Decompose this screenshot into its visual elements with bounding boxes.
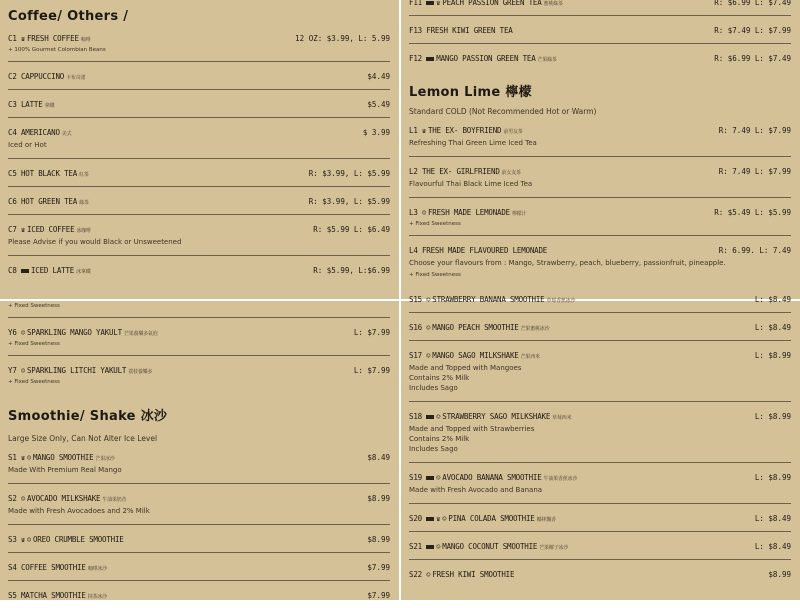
item-code: C7	[8, 225, 21, 234]
menu-panel-top-right	[401, 0, 800, 299]
item-title: PEACH PASSION GREEN TEA	[442, 0, 542, 7]
menu-item-name	[8, 266, 91, 275]
item-chinese-name: 蜜桃綠茶	[543, 1, 563, 7]
item-title: MANGO PASSION GREEN TEA	[436, 54, 536, 63]
item-title: HOT BLACK TEA	[20, 169, 78, 178]
menu-item-list	[8, 24, 390, 283]
menu-item-name	[409, 473, 577, 482]
smiley-icon: ☺	[436, 413, 441, 421]
menu-item[interactable]	[8, 318, 390, 356]
menu-item[interactable]	[8, 118, 390, 159]
menu-item-name	[409, 54, 557, 63]
menu-item-row	[8, 100, 390, 109]
section-title: Lemon Lime 檸檬	[409, 85, 532, 100]
menu-item-list	[409, 116, 791, 286]
smiley-icon: ☺	[26, 454, 31, 462]
tag-icon	[426, 476, 434, 480]
item-code: F11	[409, 0, 427, 7]
item-price: L: $8.49	[754, 295, 791, 304]
menu-item-list	[8, 318, 390, 393]
section-subtitle: Standard COLD (Not Recommended Hot or Warm)	[409, 107, 597, 116]
menu-item-name	[8, 100, 54, 109]
item-description: Includes Sago	[409, 384, 458, 392]
item-chinese-name: 芒果綠茶	[537, 57, 557, 63]
menu-item[interactable]	[409, 157, 791, 198]
menu-item-name	[8, 225, 91, 234]
item-chinese-name: 咖啡冰沙	[87, 566, 107, 572]
smiley-icon: ☺	[442, 515, 447, 523]
menu-item-name	[8, 197, 89, 206]
item-title: FRESH KIWI GREEN TEA	[426, 26, 513, 35]
menu-item[interactable]	[409, 313, 791, 341]
item-description: Includes Sago	[409, 445, 458, 453]
menu-item-name	[409, 246, 547, 255]
menu-item[interactable]	[409, 341, 791, 402]
menu-item-row	[409, 246, 791, 255]
item-code: C5	[8, 169, 21, 178]
menu-item-name	[409, 167, 521, 176]
smoothie-shake-section	[8, 297, 390, 608]
item-price: 12 OZ: $3.99, L: 5.99	[295, 34, 390, 43]
menu-item[interactable]	[8, 90, 390, 118]
menu-item-row	[409, 0, 791, 7]
item-title: COFFEE SMOOTHIE	[20, 563, 86, 572]
item-description: Flavourful Thai Black Lime Iced Tea	[409, 180, 533, 188]
item-code: S20	[409, 514, 427, 523]
item-chinese-name: 芒果西米	[520, 354, 540, 360]
smiley-icon: ☺	[426, 324, 431, 332]
item-code: C4	[8, 128, 21, 137]
item-note: + Fixed Sweetness	[8, 379, 60, 385]
item-title: FRESH KIWI SMOOTHIE	[432, 570, 515, 579]
menu-item-row	[409, 473, 791, 482]
item-code: S18	[409, 412, 427, 421]
item-code: C2	[8, 72, 21, 81]
item-code: L2	[409, 167, 422, 176]
item-price: R: $5.99 L: $6.49	[313, 225, 390, 234]
item-description: Made and Topped with Strawberries	[409, 425, 535, 433]
smiley-icon: ☺	[436, 543, 441, 551]
menu-item[interactable]	[409, 285, 791, 313]
item-code: S4	[8, 563, 21, 572]
menu-item[interactable]	[8, 24, 390, 62]
smiley-icon: ☺	[20, 495, 25, 503]
menu-item[interactable]	[409, 236, 791, 286]
menu-item-name	[409, 514, 556, 523]
menu-item-name	[409, 295, 575, 304]
item-description: Contains 2% Milk	[409, 435, 470, 443]
crown-icon: ♛	[20, 35, 25, 43]
menu-item[interactable]	[8, 525, 390, 553]
item-price: R: $6.99 L: $7.49	[714, 0, 791, 7]
item-chinese-name: 牛油果香蕉冰沙	[543, 476, 578, 482]
item-title: OREO CRUMBLE SMOOTHIE	[32, 535, 124, 544]
item-price: R: $6.99 L: $7.49	[714, 54, 791, 63]
item-code: Y6	[8, 328, 21, 337]
item-description: Choose your flavours from : Mango, Strawberry, peach, blueberry, passionfruit, pineapple.	[409, 259, 726, 267]
menu-item[interactable]	[409, 560, 791, 587]
menu-item-list	[409, 0, 791, 71]
menu-item[interactable]	[8, 581, 390, 608]
menu-item-name	[8, 591, 107, 600]
item-chinese-name: 芒果養樂多氣泡	[123, 331, 158, 337]
menu-item-name	[8, 366, 152, 375]
crown-icon: ♛	[436, 0, 441, 7]
item-title: AVOCADO MILKSHAKE	[26, 494, 101, 503]
menu-item-name	[8, 72, 85, 81]
item-description: Made with Fresh Avocado and Banana	[409, 486, 543, 494]
menu-item-row	[8, 225, 390, 234]
item-note: + Fixed Sweetness	[409, 272, 461, 278]
smiley-icon: ☺	[20, 329, 25, 337]
menu-item-row	[8, 34, 390, 43]
item-price: $8.49	[367, 453, 390, 462]
item-price: $8.99	[367, 535, 390, 544]
item-code: S1	[8, 453, 21, 462]
menu-item-name	[8, 128, 71, 137]
menu-item[interactable]	[409, 116, 791, 157]
item-chinese-name: 芒果蜜桃冰沙	[520, 326, 550, 332]
tag-icon	[426, 57, 434, 61]
menu-item-row	[8, 535, 390, 544]
menu-item-row	[409, 208, 791, 217]
item-chinese-name: 芒果冰沙	[95, 456, 115, 462]
item-chinese-name: 抹茶冰沙	[87, 594, 107, 600]
menu-item[interactable]	[8, 356, 390, 393]
item-price: L: $8.49	[754, 542, 791, 551]
smiley-icon: ☺	[26, 536, 31, 544]
menu-item-row	[409, 570, 791, 579]
menu-item-row	[409, 412, 791, 421]
smoothie-list-section	[409, 285, 791, 587]
item-title: STRAWBERRY SAGO MILKSHAKE	[442, 412, 551, 421]
menu-item[interactable]	[409, 402, 791, 463]
item-note: + Fixed Sweetness	[8, 303, 390, 318]
item-price: R: $3.99, L: $5.99	[308, 197, 390, 206]
item-price: L: $8.99	[754, 412, 791, 421]
menu-item[interactable]	[8, 443, 390, 484]
menu-item[interactable]	[409, 0, 791, 16]
menu-item-row	[409, 514, 791, 523]
smiley-icon: ☺	[426, 352, 431, 360]
item-description: Iced or Hot	[8, 141, 47, 149]
item-description: Made With Premium Real Mango	[8, 466, 122, 474]
item-code: S15	[409, 295, 427, 304]
item-title: STRAWBERRY BANANA SMOOTHIE	[432, 295, 545, 304]
tag-icon	[21, 269, 29, 273]
menu-item-name	[409, 542, 568, 551]
menu-item-row	[8, 453, 390, 462]
item-chinese-name: 拿鐵	[44, 103, 55, 109]
menu-item-name	[8, 494, 126, 503]
item-code: F13	[409, 26, 427, 35]
item-title: MANGO SAGO MILKSHAKE	[432, 351, 519, 360]
menu-item-list	[409, 285, 791, 587]
item-title: MANGO COCONUT SMOOTHIE	[442, 542, 538, 551]
item-chinese-name: 咖啡	[80, 37, 91, 43]
item-code: Y7	[8, 366, 21, 375]
item-chinese-name: 冰咖啡	[76, 228, 91, 234]
item-title: MANGO PEACH SMOOTHIE	[432, 323, 519, 332]
menu-item-row	[8, 169, 390, 178]
menu-item[interactable]	[409, 198, 791, 236]
menu-item-name	[8, 535, 124, 544]
item-code: L4	[409, 246, 422, 255]
item-price: $8.99	[768, 570, 791, 579]
section-title: Smoothie/ Shake 冰沙	[8, 409, 168, 424]
menu-item-row	[409, 54, 791, 63]
item-price: L: $8.99	[754, 351, 791, 360]
item-title: FRESH MADE LEMONADE	[427, 208, 510, 217]
menu-item[interactable]	[8, 62, 390, 90]
item-code: S16	[409, 323, 427, 332]
menu-item-row	[409, 167, 791, 176]
crown-icon: ♛	[20, 454, 25, 462]
item-price: L: $8.49	[754, 323, 791, 332]
item-title: SPARKLING LITCHI YAKULT	[26, 366, 127, 375]
coffee-others-section	[8, 0, 390, 283]
menu-item[interactable]	[8, 159, 390, 187]
item-title: MATCHA SMOOTHIE	[20, 591, 86, 600]
item-title: AMERICANO	[20, 128, 60, 137]
item-description: Made with Fresh Avocadoes and 2% Milk	[8, 507, 150, 515]
menu-item-row	[409, 323, 791, 332]
item-price: $ 3.99	[362, 128, 390, 137]
item-chinese-name: 紅茶	[79, 172, 89, 178]
item-title: ICED LATTE	[30, 266, 75, 275]
menu-item-name	[8, 34, 90, 43]
menu-item[interactable]	[8, 484, 390, 525]
item-code: S2	[8, 494, 21, 503]
item-chinese-name: 冰拿鐵	[76, 269, 91, 275]
item-code: C1	[8, 34, 21, 43]
item-price: R: 6.99. L: 7.49	[718, 246, 791, 255]
item-code: C8	[8, 266, 21, 275]
menu-item-name	[409, 26, 513, 35]
item-price: $7.99	[367, 591, 390, 600]
menu-item-name	[409, 570, 514, 579]
menu-panel-top-left	[0, 0, 399, 299]
item-chinese-name: 牛油果奶昔	[102, 497, 127, 503]
crown-icon: ♛	[436, 515, 441, 523]
section-subtitle: Large Size Only, Can Not Alter Ice Level	[8, 434, 158, 443]
item-description: Contains 2% Milk	[409, 374, 470, 382]
menu-item-row	[8, 563, 390, 572]
menu-panel-bottom-left	[0, 301, 399, 600]
item-price: L: $8.49	[754, 514, 791, 523]
item-chinese-name: 綠茶	[79, 200, 89, 206]
menu-item[interactable]	[409, 16, 791, 44]
item-price: R: 7.49 L: $7.99	[718, 126, 791, 135]
menu-item-name	[409, 126, 523, 135]
item-price: R: $3.99, L: $5.99	[308, 169, 390, 178]
crown-icon: ♛	[20, 536, 25, 544]
item-title: FRESH MADE FLAVOURED LEMONADE	[421, 246, 548, 255]
menu-item[interactable]	[8, 553, 390, 581]
menu-item[interactable]	[409, 463, 791, 504]
menu-item-row	[409, 351, 791, 360]
item-code: S19	[409, 473, 427, 482]
tag-icon	[426, 517, 434, 521]
item-title: ICED COFFEE	[26, 225, 75, 234]
section-title: Coffee/ Others /	[8, 9, 129, 24]
menu-item[interactable]	[8, 256, 390, 283]
menu-item-name	[8, 453, 115, 462]
item-code: S5	[8, 591, 21, 600]
item-code: F12	[409, 54, 427, 63]
item-description: Refreshing Thai Green Lime Iced Tea	[409, 139, 537, 147]
smiley-icon: ☺	[436, 474, 441, 482]
menu-item-name	[409, 351, 540, 360]
item-title: FRESH COFFEE	[26, 34, 79, 43]
item-chinese-name: 芒果椰子冰沙	[539, 545, 569, 551]
tag-icon	[426, 415, 434, 419]
menu-item-name	[409, 412, 571, 421]
smiley-icon: ☺	[20, 367, 25, 375]
item-chinese-name: 草莓香蕉冰沙	[546, 298, 576, 304]
item-price: L: $7.99	[353, 366, 390, 375]
menu-item[interactable]	[409, 532, 791, 560]
item-code: S21	[409, 542, 427, 551]
crown-icon: ♛	[20, 226, 25, 234]
tag-icon	[426, 1, 434, 5]
item-chinese-name: 檸檬汁	[511, 211, 527, 217]
item-price: $8.99	[367, 494, 390, 503]
menu-item-row	[8, 72, 390, 81]
item-title: THE EX- BOYFRIEND	[427, 126, 502, 135]
menu-item[interactable]	[8, 187, 390, 215]
menu-item-name	[8, 169, 89, 178]
item-code: L1	[409, 126, 422, 135]
item-note: + Fixed Sweetness	[409, 221, 461, 227]
item-chinese-name: 荔枝養樂多	[128, 369, 153, 375]
menu-item-row	[8, 328, 390, 337]
item-price: $5.49	[367, 100, 390, 109]
item-price: L: $8.99	[754, 473, 791, 482]
item-chinese-name: 草莓西米	[552, 415, 572, 421]
menu-item-row	[409, 26, 791, 35]
item-price: $4.49	[367, 72, 390, 81]
menu-item-row	[8, 366, 390, 375]
menu-item-name	[409, 323, 549, 332]
item-description: Please Advise if you would Black or Unsweetened	[8, 238, 182, 246]
item-chinese-name: 椰林飄香	[536, 517, 556, 523]
item-chinese-name: 美式	[61, 131, 72, 137]
item-note: + 100% Gourmet Colombian Beans	[8, 47, 106, 53]
item-title: SPARKLING MANGO YAKULT	[26, 328, 122, 337]
item-chinese-name: 前女友茶	[501, 170, 521, 176]
item-title: MANGO SMOOTHIE	[32, 453, 94, 462]
menu-item-row	[8, 197, 390, 206]
menu-item-name	[8, 563, 107, 572]
tag-icon	[426, 545, 434, 549]
menu-item[interactable]	[409, 44, 791, 71]
item-title: CAPPUCCINO	[20, 72, 65, 81]
menu-item-row	[8, 591, 390, 600]
menu-item[interactable]	[409, 504, 791, 532]
crown-icon: ♛	[421, 127, 426, 135]
smiley-icon: ☺	[426, 296, 431, 304]
item-title: THE EX- GIRLFRIEND	[421, 167, 500, 176]
menu-item-name	[409, 0, 563, 7]
item-title: PINA COLADA SMOOTHIE	[448, 514, 535, 523]
menu-item[interactable]	[8, 215, 390, 256]
item-chinese-name: 卡布奇諾	[66, 75, 86, 81]
item-price: R: $5.49 L: $5.99	[714, 208, 791, 217]
item-price: $7.99	[367, 563, 390, 572]
menu-panel-bottom-right	[401, 295, 800, 600]
menu-item-row	[409, 542, 791, 551]
menu-item-list	[8, 443, 390, 608]
item-code: S17	[409, 351, 427, 360]
item-code: S22	[409, 570, 427, 579]
menu-item-name	[409, 208, 526, 217]
item-price: R: 7.49 L: $7.99	[718, 167, 791, 176]
item-price: R: $5.99, L:$6.99	[313, 266, 390, 275]
menu-item-row	[8, 494, 390, 503]
item-price: L: $7.99	[353, 328, 390, 337]
item-description: Made and Topped with Mangoes	[409, 364, 522, 372]
menu-item-name	[8, 328, 158, 337]
item-code: C3	[8, 100, 21, 109]
item-chinese-name: 前男友茶	[503, 129, 523, 135]
item-title: HOT GREEN TEA	[20, 197, 78, 206]
lemon-lime-section	[409, 0, 791, 286]
menu-item-row	[8, 266, 390, 275]
item-title: LATTE	[20, 100, 43, 109]
smiley-icon: ☺	[426, 571, 431, 579]
item-code: C6	[8, 197, 21, 206]
smiley-icon: ☺	[421, 209, 426, 217]
item-price: R: $7.49 L: $7.99	[714, 26, 791, 35]
menu-item-row	[8, 128, 390, 137]
menu-item-row	[409, 126, 791, 135]
menu-item-row	[409, 295, 791, 304]
item-title: AVOCADO BANANA SMOOTHIE	[442, 473, 542, 482]
item-code: S3	[8, 535, 21, 544]
item-note: + Fixed Sweetness	[8, 341, 60, 347]
item-code: L3	[409, 208, 422, 217]
